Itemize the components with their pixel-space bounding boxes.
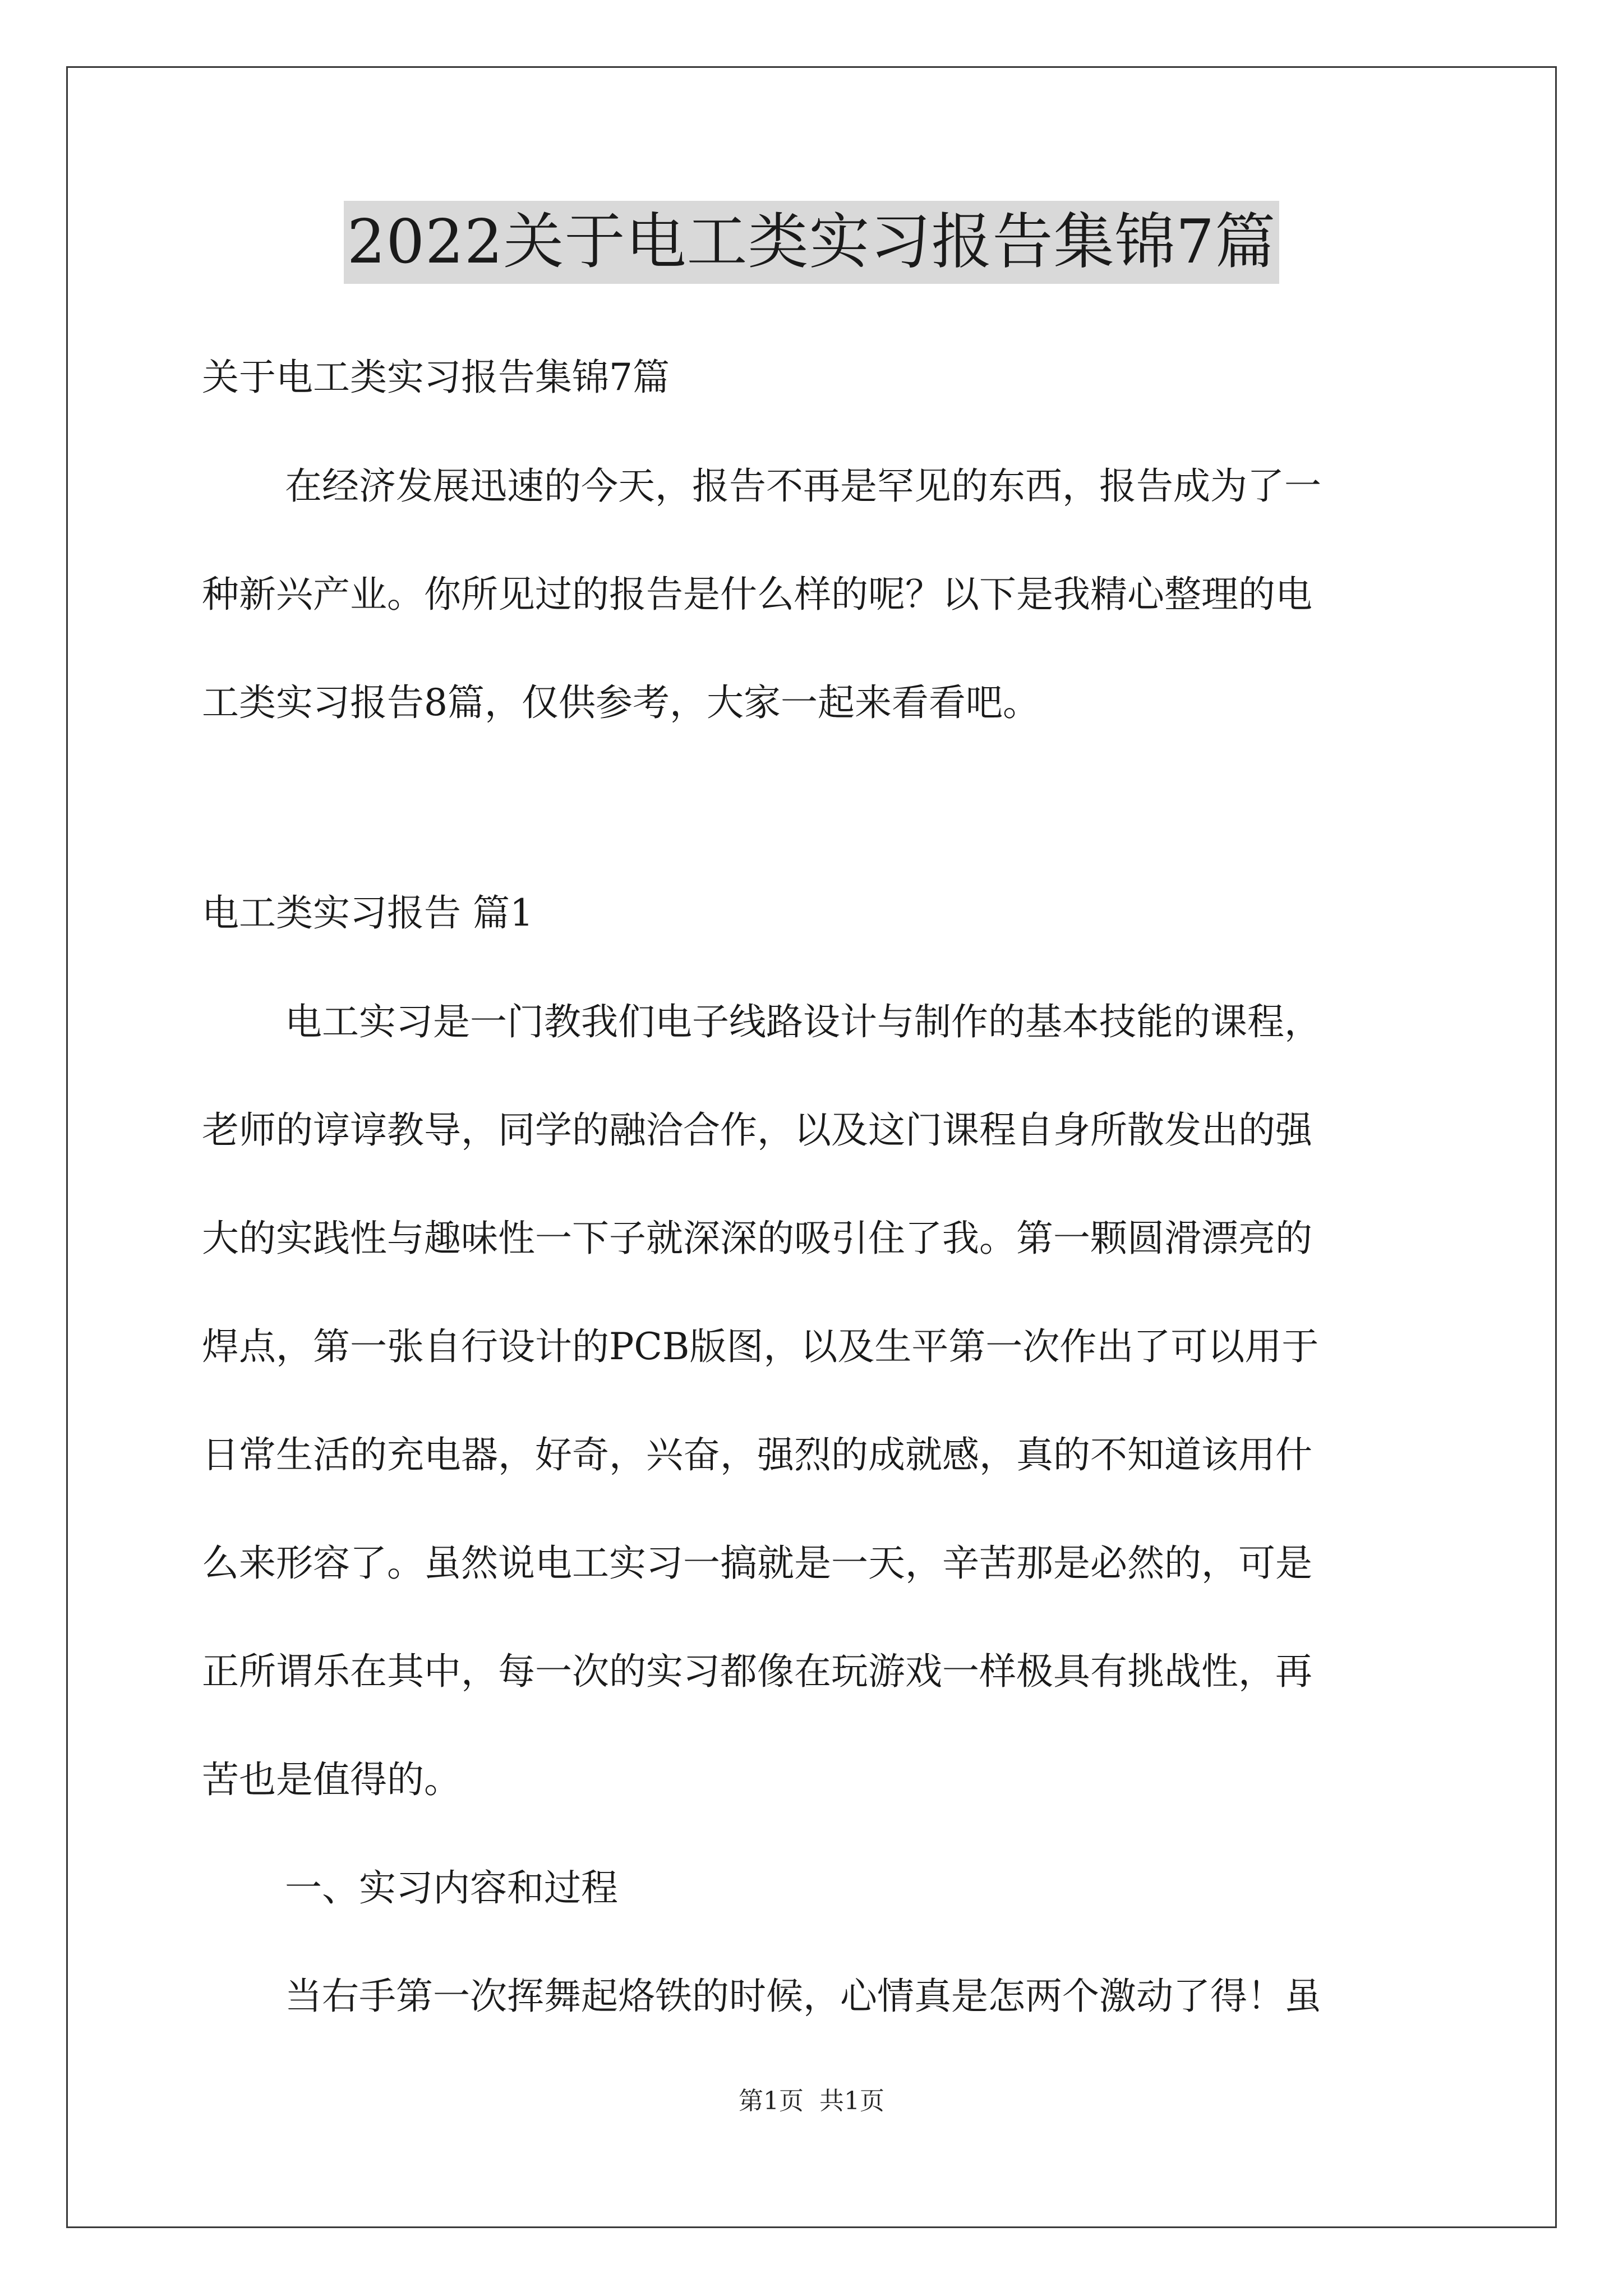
page-number: 第1页 [739,2087,804,2115]
body-line-7: 正所谓乐在其中，每一次的实习都像在玩游戏一样极具有挑战性，再 [202,1650,1312,1693]
body-line-1: 电工实习是一门教我们电子线路设计与制作的基本技能的课程， [285,1000,1321,1043]
body-last-line: 当右手第一次挥舞起烙铁的时候，心情真是怎两个激动了得！虽 [285,1975,1321,2018]
body-line-2: 老师的谆谆教导，同学的融洽合作，以及这门课程自身所散发出的强 [202,1108,1312,1152]
document-subtitle: 关于电工类实习报告集锦7篇 [202,356,670,399]
page-footer [0,2085,1623,2118]
section-heading: 电工类实习报告 篇1 [202,891,533,935]
document-title: 2022关于电工类实习报告集锦7篇 [344,201,1280,284]
body-line-5: 日常生活的充电器，好奇，兴奋，强烈的成就感，真的不知道该用什 [202,1433,1312,1476]
intro-line-1: 在经济发展迅速的今天，报告不再是罕见的东西，报告成为了一 [285,464,1321,508]
page-total: 共1页 [819,2087,884,2115]
body-line-4: 焊点，第一张自行设计的PCB版图，以及生平第一次作出了可以用于 [202,1325,1319,1368]
intro-line-3: 工类实习报告8篇，仅供参考，大家一起来看看吧。 [202,681,1040,724]
body-line-8: 苦也是值得的。 [202,1758,461,1801]
body-line-3: 大的实践性与趣味性一下子就深深的吸引住了我。第一颗圆滑漂亮的 [202,1217,1312,1260]
body-line-6: 么来形容了。虽然说电工实习一搞就是一天，辛苦那是必然的，可是 [202,1542,1312,1585]
intro-line-2: 种新兴产业。你所见过的报告是什么样的呢？以下是我精心整理的电 [202,573,1312,616]
subheading: 一、实习内容和过程 [285,1866,618,1910]
